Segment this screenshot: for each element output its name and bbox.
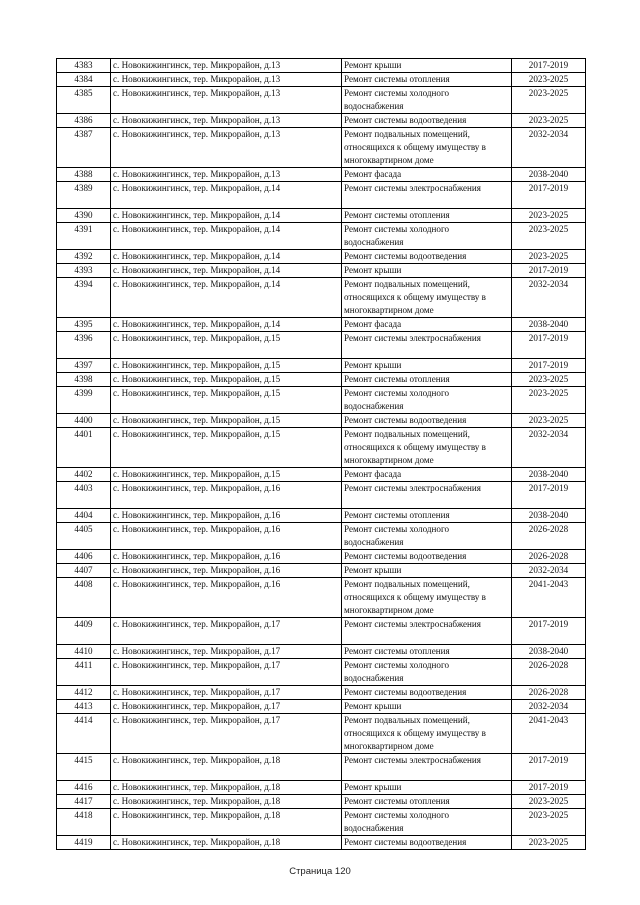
row-number-cell: 4392 <box>57 250 111 264</box>
address-cell: с. Новокижингинск, тер. Микрорайон, д.18 <box>111 795 342 809</box>
period-cell: 2023-2025 <box>512 73 586 87</box>
address-cell: с. Новокижингинск, тер. Микрорайон, д.15 <box>111 332 342 359</box>
table-row <box>57 73 586 87</box>
row-number-cell: 4396 <box>57 332 111 359</box>
address-cell: с. Новокижингинск, тер. Микрорайон, д.15 <box>111 414 342 428</box>
page-footer <box>0 866 640 877</box>
row-number-cell: 4390 <box>57 209 111 223</box>
row-number-cell: 4419 <box>57 836 111 850</box>
table-row <box>57 714 586 754</box>
row-number-cell: 4389 <box>57 182 111 209</box>
repair-schedule-table <box>56 58 586 850</box>
address-cell: с. Новокижингинск, тер. Микрорайон, д.13 <box>111 59 342 73</box>
work-type-cell: Ремонт фасада <box>342 318 512 332</box>
work-type-cell: Ремонт системы холодного водоснабжения <box>342 87 512 114</box>
table-row <box>57 578 586 618</box>
table-row <box>57 468 586 482</box>
period-cell: 2038-2040 <box>512 645 586 659</box>
work-type-cell: Ремонт подвальных помещений, относящихся к общему имуществу в многоквартирном доме <box>342 428 512 468</box>
address-cell: с. Новокижингинск, тер. Микрорайон, д.17 <box>111 714 342 754</box>
row-number-cell: 4413 <box>57 700 111 714</box>
address-cell: с. Новокижингинск, тер. Микрорайон, д.18 <box>111 781 342 795</box>
period-cell: 2032-2034 <box>512 564 586 578</box>
row-number-cell: 4405 <box>57 523 111 550</box>
table-row <box>57 209 586 223</box>
table-row <box>57 754 586 781</box>
table-row <box>57 223 586 250</box>
work-type-cell: Ремонт системы отопления <box>342 509 512 523</box>
work-type-cell: Ремонт крыши <box>342 781 512 795</box>
address-cell: с. Новокижингинск, тер. Микрорайон, д.17 <box>111 700 342 714</box>
period-cell: 2023-2025 <box>512 387 586 414</box>
address-cell: с. Новокижингинск, тер. Микрорайон, д.16 <box>111 482 342 509</box>
work-type-cell: Ремонт фасада <box>342 168 512 182</box>
row-number-cell: 4418 <box>57 809 111 836</box>
period-cell: 2038-2040 <box>512 468 586 482</box>
period-cell: 2026-2028 <box>512 686 586 700</box>
address-cell: с. Новокижингинск, тер. Микрорайон, д.13 <box>111 73 342 87</box>
address-cell: с. Новокижингинск, тер. Микрорайон, д.18 <box>111 809 342 836</box>
work-type-cell: Ремонт подвальных помещений, относящихся к общему имуществу в многоквартирном доме <box>342 578 512 618</box>
table-row <box>57 128 586 168</box>
address-cell: с. Новокижингинск, тер. Микрорайон, д.14 <box>111 182 342 209</box>
work-type-cell: Ремонт системы холодного водоснабжения <box>342 223 512 250</box>
work-type-cell: Ремонт подвальных помещений, относящихся к общему имуществу в многоквартирном доме <box>342 128 512 168</box>
table-row <box>57 59 586 73</box>
address-cell: с. Новокижингинск, тер. Микрорайон, д.16 <box>111 509 342 523</box>
period-cell: 2023-2025 <box>512 87 586 114</box>
period-cell: 2017-2019 <box>512 359 586 373</box>
row-number-cell: 4397 <box>57 359 111 373</box>
work-type-cell: Ремонт системы электроснабжения <box>342 332 512 359</box>
period-cell: 2032-2034 <box>512 278 586 318</box>
work-type-cell: Ремонт системы холодного водоснабжения <box>342 809 512 836</box>
address-cell: с. Новокижингинск, тер. Микрорайон, д.17 <box>111 618 342 645</box>
period-cell: 2017-2019 <box>512 754 586 781</box>
row-number-cell: 4385 <box>57 87 111 114</box>
work-type-cell: Ремонт крыши <box>342 564 512 578</box>
address-cell: с. Новокижингинск, тер. Микрорайон, д.17 <box>111 645 342 659</box>
work-type-cell: Ремонт системы отопления <box>342 73 512 87</box>
table-row <box>57 428 586 468</box>
work-type-cell: Ремонт системы электроснабжения <box>342 482 512 509</box>
work-type-cell: Ремонт системы водоотведения <box>342 114 512 128</box>
address-cell: с. Новокижингинск, тер. Микрорайон, д.14 <box>111 264 342 278</box>
table-row <box>57 332 586 359</box>
address-cell: с. Новокижингинск, тер. Микрорайон, д.15 <box>111 359 342 373</box>
address-cell: с. Новокижингинск, тер. Микрорайон, д.14 <box>111 250 342 264</box>
address-cell: с. Новокижингинск, тер. Микрорайон, д.18 <box>111 754 342 781</box>
row-number-cell: 4409 <box>57 618 111 645</box>
work-type-cell: Ремонт крыши <box>342 59 512 73</box>
work-type-cell: Ремонт системы водоотведения <box>342 414 512 428</box>
address-cell: с. Новокижингинск, тер. Микрорайон, д.14 <box>111 223 342 250</box>
table-row <box>57 482 586 509</box>
period-cell: 2017-2019 <box>512 264 586 278</box>
period-cell: 2026-2028 <box>512 523 586 550</box>
address-cell: с. Новокижингинск, тер. Микрорайон, д.15 <box>111 428 342 468</box>
work-type-cell: Ремонт фасада <box>342 468 512 482</box>
table-row <box>57 618 586 645</box>
period-cell: 2017-2019 <box>512 332 586 359</box>
table-row <box>57 359 586 373</box>
row-number-cell: 4411 <box>57 659 111 686</box>
row-number-cell: 4399 <box>57 387 111 414</box>
address-cell: с. Новокижингинск, тер. Микрорайон, д.14 <box>111 318 342 332</box>
table-row <box>57 87 586 114</box>
work-type-cell: Ремонт системы отопления <box>342 645 512 659</box>
work-type-cell: Ремонт системы водоотведения <box>342 686 512 700</box>
work-type-cell: Ремонт крыши <box>342 700 512 714</box>
row-number-cell: 4417 <box>57 795 111 809</box>
work-type-cell: Ремонт системы водоотведения <box>342 550 512 564</box>
work-type-cell: Ремонт системы водоотведения <box>342 250 512 264</box>
period-cell: 2023-2025 <box>512 809 586 836</box>
address-cell: с. Новокижингинск, тер. Микрорайон, д.14 <box>111 209 342 223</box>
row-number-cell: 4387 <box>57 128 111 168</box>
address-cell: с. Новокижингинск, тер. Микрорайон, д.13 <box>111 168 342 182</box>
period-cell: 2032-2034 <box>512 700 586 714</box>
address-cell: с. Новокижингинск, тер. Микрорайон, д.15 <box>111 387 342 414</box>
table-row <box>57 659 586 686</box>
period-cell: 2023-2025 <box>512 209 586 223</box>
period-cell: 2032-2034 <box>512 128 586 168</box>
row-number-cell: 4416 <box>57 781 111 795</box>
period-cell: 2017-2019 <box>512 781 586 795</box>
table-row <box>57 278 586 318</box>
address-cell: с. Новокижингинск, тер. Микрорайон, д.16 <box>111 550 342 564</box>
table-row <box>57 686 586 700</box>
table-row <box>57 809 586 836</box>
row-number-cell: 4401 <box>57 428 111 468</box>
row-number-cell: 4400 <box>57 414 111 428</box>
table-row <box>57 168 586 182</box>
period-cell: 2023-2025 <box>512 836 586 850</box>
table-row <box>57 182 586 209</box>
address-cell: с. Новокижингинск, тер. Микрорайон, д.13 <box>111 87 342 114</box>
row-number-cell: 4402 <box>57 468 111 482</box>
row-number-cell: 4410 <box>57 645 111 659</box>
row-number-cell: 4415 <box>57 754 111 781</box>
work-type-cell: Ремонт системы отопления <box>342 209 512 223</box>
period-cell: 2023-2025 <box>512 795 586 809</box>
work-type-cell: Ремонт системы электроснабжения <box>342 754 512 781</box>
table-row <box>57 523 586 550</box>
work-type-cell: Ремонт крыши <box>342 264 512 278</box>
period-cell: 2026-2028 <box>512 659 586 686</box>
work-type-cell: Ремонт подвальных помещений, относящихся к общему имуществу в многоквартирном доме <box>342 278 512 318</box>
period-cell: 2017-2019 <box>512 482 586 509</box>
period-cell: 2041-2043 <box>512 578 586 618</box>
table-row <box>57 318 586 332</box>
row-number-cell: 4394 <box>57 278 111 318</box>
table-row <box>57 264 586 278</box>
table-body <box>57 59 586 850</box>
address-cell: с. Новокижингинск, тер. Микрорайон, д.17 <box>111 686 342 700</box>
row-number-cell: 4391 <box>57 223 111 250</box>
period-cell: 2038-2040 <box>512 318 586 332</box>
period-cell: 2032-2034 <box>512 428 586 468</box>
period-cell: 2017-2019 <box>512 59 586 73</box>
row-number-cell: 4404 <box>57 509 111 523</box>
period-cell: 2023-2025 <box>512 223 586 250</box>
work-type-cell: Ремонт системы холодного водоснабжения <box>342 523 512 550</box>
row-number-cell: 4393 <box>57 264 111 278</box>
work-type-cell: Ремонт системы холодного водоснабжения <box>342 387 512 414</box>
address-cell: с. Новокижингинск, тер. Микрорайон, д.13 <box>111 114 342 128</box>
table-row <box>57 564 586 578</box>
row-number-cell: 4412 <box>57 686 111 700</box>
address-cell: с. Новокижингинск, тер. Микрорайон, д.18 <box>111 836 342 850</box>
table-row <box>57 781 586 795</box>
address-cell: с. Новокижингинск, тер. Микрорайон, д.16 <box>111 564 342 578</box>
period-cell: 2038-2040 <box>512 168 586 182</box>
page-number: Страница 120 <box>289 866 351 877</box>
address-cell: с. Новокижингинск, тер. Микрорайон, д.16 <box>111 578 342 618</box>
table-row <box>57 700 586 714</box>
work-type-cell: Ремонт системы отопления <box>342 373 512 387</box>
row-number-cell: 4386 <box>57 114 111 128</box>
row-number-cell: 4407 <box>57 564 111 578</box>
table-row <box>57 509 586 523</box>
work-type-cell: Ремонт системы электроснабжения <box>342 618 512 645</box>
work-type-cell: Ремонт крыши <box>342 359 512 373</box>
table-row <box>57 836 586 850</box>
period-cell: 2023-2025 <box>512 373 586 387</box>
table-row <box>57 550 586 564</box>
address-cell: с. Новокижингинск, тер. Микрорайон, д.17 <box>111 659 342 686</box>
period-cell: 2017-2019 <box>512 618 586 645</box>
period-cell: 2026-2028 <box>512 550 586 564</box>
table-row <box>57 250 586 264</box>
work-type-cell: Ремонт системы водоотведения <box>342 836 512 850</box>
work-type-cell: Ремонт подвальных помещений, относящихся к общему имуществу в многоквартирном доме <box>342 714 512 754</box>
address-cell: с. Новокижингинск, тер. Микрорайон, д.15 <box>111 373 342 387</box>
address-cell: с. Новокижингинск, тер. Микрорайон, д.14 <box>111 278 342 318</box>
row-number-cell: 4406 <box>57 550 111 564</box>
row-number-cell: 4408 <box>57 578 111 618</box>
row-number-cell: 4395 <box>57 318 111 332</box>
table-row <box>57 114 586 128</box>
work-type-cell: Ремонт системы отопления <box>342 795 512 809</box>
table-row <box>57 645 586 659</box>
table-row <box>57 387 586 414</box>
row-number-cell: 4398 <box>57 373 111 387</box>
period-cell: 2041-2043 <box>512 714 586 754</box>
period-cell: 2023-2025 <box>512 114 586 128</box>
address-cell: с. Новокижингинск, тер. Микрорайон, д.16 <box>111 523 342 550</box>
row-number-cell: 4414 <box>57 714 111 754</box>
work-type-cell: Ремонт системы холодного водоснабжения <box>342 659 512 686</box>
table-row <box>57 795 586 809</box>
period-cell: 2017-2019 <box>512 182 586 209</box>
table-row <box>57 373 586 387</box>
row-number-cell: 4383 <box>57 59 111 73</box>
period-cell: 2023-2025 <box>512 250 586 264</box>
period-cell: 2038-2040 <box>512 509 586 523</box>
address-cell: с. Новокижингинск, тер. Микрорайон, д.13 <box>111 128 342 168</box>
table-row <box>57 414 586 428</box>
period-cell: 2023-2025 <box>512 414 586 428</box>
work-type-cell: Ремонт системы электроснабжения <box>342 182 512 209</box>
row-number-cell: 4388 <box>57 168 111 182</box>
row-number-cell: 4403 <box>57 482 111 509</box>
address-cell: с. Новокижингинск, тер. Микрорайон, д.15 <box>111 468 342 482</box>
row-number-cell: 4384 <box>57 73 111 87</box>
